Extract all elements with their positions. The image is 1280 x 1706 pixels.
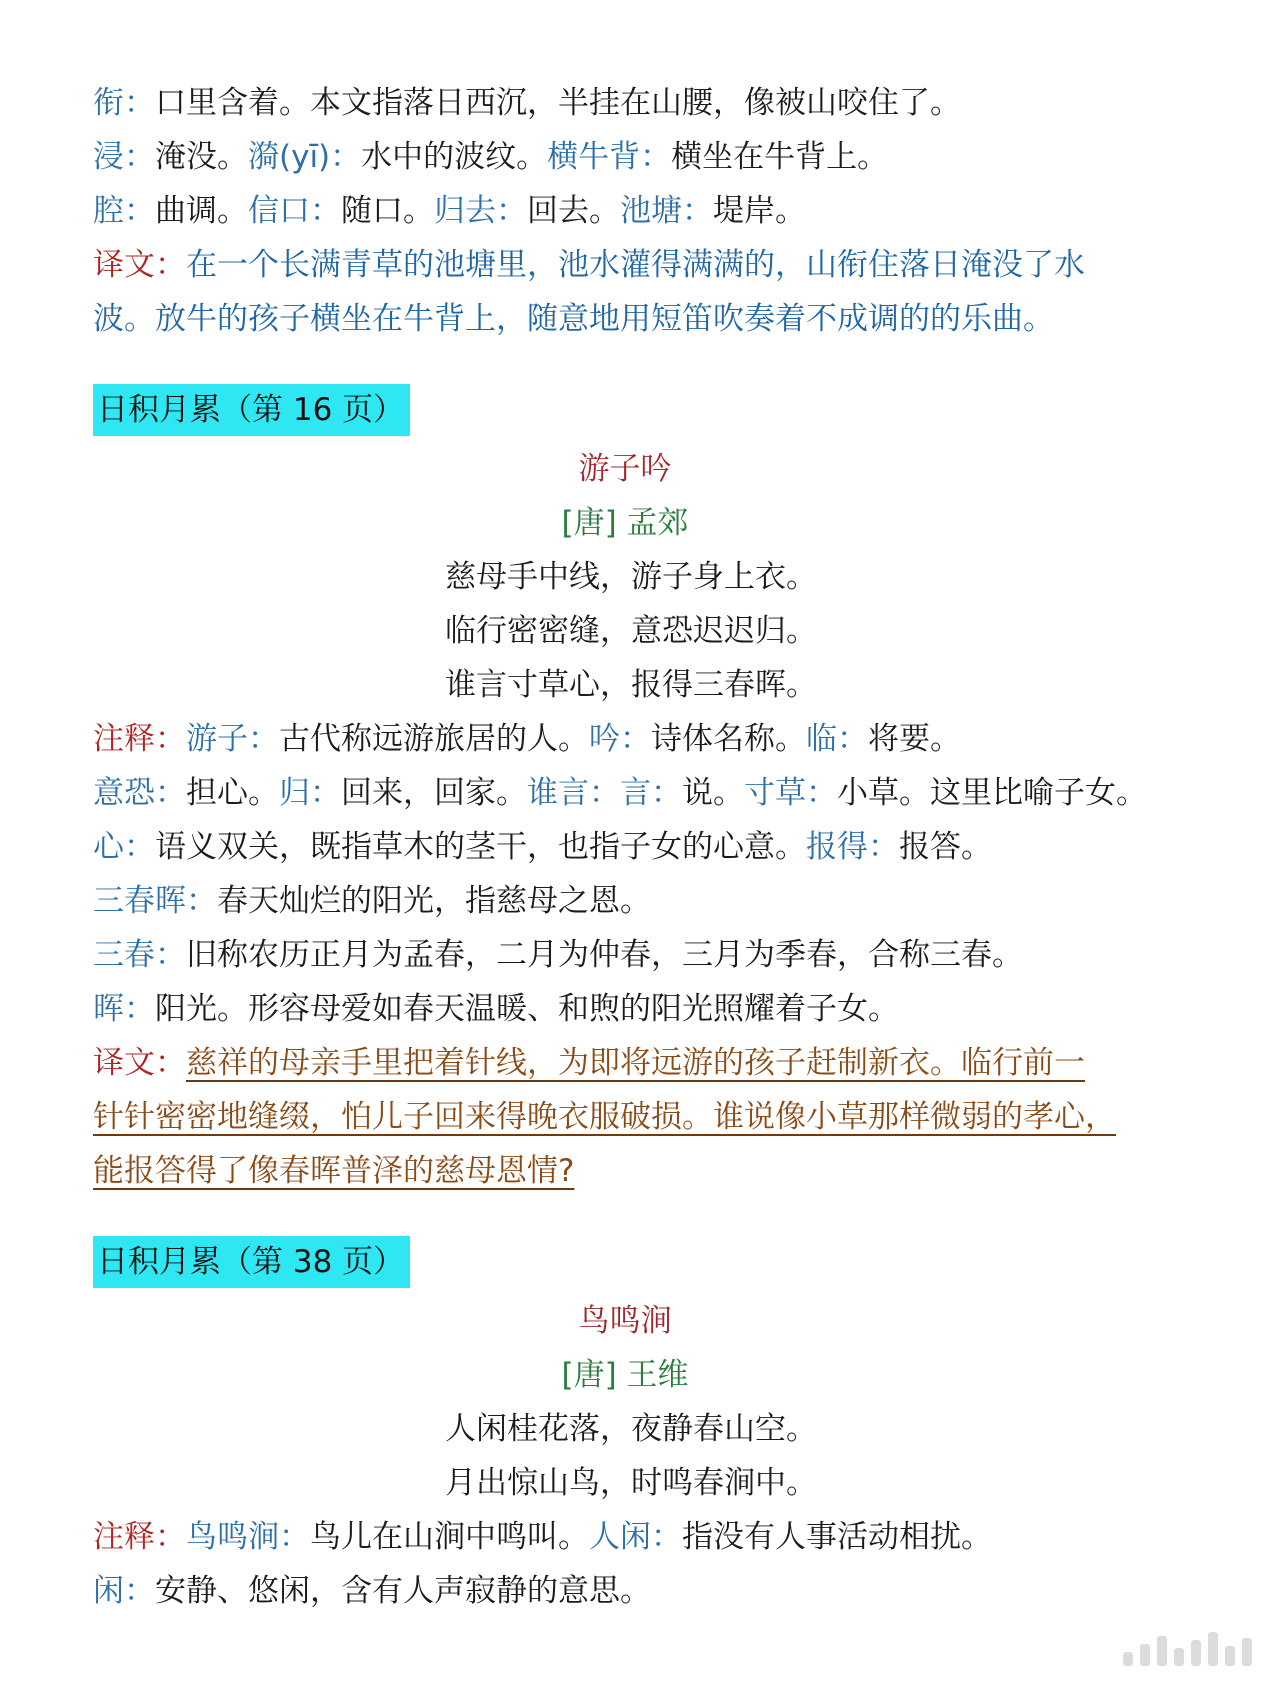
term: 横牛背： xyxy=(547,139,672,175)
definition: 说。 xyxy=(682,775,744,811)
note-line xyxy=(93,712,1213,766)
term: 寸草： xyxy=(744,775,837,811)
translation-line xyxy=(93,1090,1213,1144)
definition: 口里含着。本文指落日西沉，半挂在山腰，像被山咬住了。 xyxy=(155,85,961,121)
section-header: 日积月累（第 16 页） xyxy=(93,384,410,436)
note-line xyxy=(93,820,1213,874)
definition: 担心。 xyxy=(186,775,279,811)
term: 人闲： xyxy=(589,1519,682,1555)
term: 意恐： xyxy=(93,775,186,811)
note-line xyxy=(93,766,1213,820)
term: 晖： xyxy=(93,991,155,1027)
definition: 古代称远游旅居的人。 xyxy=(279,721,589,757)
note-line xyxy=(93,928,1213,982)
definition: 曲调。 xyxy=(155,193,248,229)
term: 心： xyxy=(93,829,155,865)
term: 信口： xyxy=(248,193,341,229)
poem-author: [唐] 孟郊 xyxy=(561,505,689,541)
section-header: 日积月累（第 38 页） xyxy=(93,1236,410,1288)
translation-label: 译文： xyxy=(93,1045,186,1081)
term: 鸟鸣涧： xyxy=(186,1519,310,1555)
term: 三春晖： xyxy=(93,883,217,919)
definition: 诗体名称。 xyxy=(651,721,806,757)
poem-line: 临行密密缝，意恐迟迟归。 xyxy=(445,613,817,649)
term: 吟： xyxy=(589,721,651,757)
definition: 春天灿烂的阳光，指慈母之恩。 xyxy=(217,883,651,919)
translation-text: 波。放牛的孩子横坐在牛背上，随意地用短笛吹奏着不成调的的乐曲。 xyxy=(93,301,1054,337)
translation-line xyxy=(93,1144,1213,1198)
definition: 阳光。形容母爱如春天温暖、和煦的阳光照耀着子女。 xyxy=(155,991,899,1027)
definition: 堤岸。 xyxy=(713,193,806,229)
term: 漪(yī)： xyxy=(248,139,362,175)
definition: 语义双关，既指草木的茎干，也指子女的心意。 xyxy=(155,829,806,865)
definition: 水中的波纹。 xyxy=(361,139,548,175)
definition: 小草。这里比喻子女。 xyxy=(837,775,1147,811)
term: 腔： xyxy=(93,193,155,229)
term: 浸： xyxy=(93,139,155,175)
definition: 鸟儿在山涧中鸣叫。 xyxy=(310,1519,589,1555)
definition: 安静、悠闲，含有人声寂静的意思。 xyxy=(155,1573,651,1609)
term: 池塘： xyxy=(620,193,713,229)
poem-line: 月出惊山鸟，时鸣春涧中。 xyxy=(445,1465,817,1501)
translation-text: 针针密密地缝缀，怕儿子回来得晚衣服破损。谁说像小草那样微弱的孝心， xyxy=(93,1099,1116,1135)
term: 谁言： xyxy=(527,775,620,811)
translation-text: 慈祥的母亲手里把着针线，为即将远游的孩子赶制新衣。临行前一 xyxy=(186,1045,1085,1081)
poem-author: [唐] 王维 xyxy=(561,1357,689,1393)
definition: 淹没。 xyxy=(155,139,248,175)
definition: 旧称农历正月为孟春，二月为仲春，三月为季春，合称三春。 xyxy=(186,937,1023,973)
watermark-logo xyxy=(1123,1632,1252,1666)
note-line xyxy=(93,982,1213,1036)
note-line xyxy=(93,1564,1213,1618)
term: 闲： xyxy=(93,1573,155,1609)
translation-label: 译文： xyxy=(93,247,186,283)
term: 衔： xyxy=(93,85,155,121)
definition: 报答。 xyxy=(899,829,992,865)
poem-line: 人闲桂花落，夜静春山空。 xyxy=(445,1411,817,1447)
note-line xyxy=(93,130,1213,184)
definition: 回来，回家。 xyxy=(341,775,527,811)
document-page xyxy=(93,76,1213,1618)
poem-title: 鸟鸣涧 xyxy=(578,1303,672,1339)
term: 言： xyxy=(620,775,682,811)
translation-line xyxy=(93,292,1213,346)
translation-text: 能报答得了像春晖普泽的慈母恩情? xyxy=(93,1153,575,1189)
term: 三春： xyxy=(93,937,186,973)
poem-line: 慈母手中线，游子身上衣。 xyxy=(445,559,817,595)
notes-label: 注释： xyxy=(93,1519,186,1555)
definition: 指没有人事活动相扰。 xyxy=(682,1519,992,1555)
translation-line xyxy=(93,238,1213,292)
definition: 横坐在牛背上。 xyxy=(671,139,889,175)
note-line xyxy=(93,1510,1213,1564)
note-line xyxy=(93,76,1213,130)
definition: 回去。 xyxy=(527,193,620,229)
translation-text: 在一个长满青草的池塘里，池水灌得满满的，山衔住落日淹没了水 xyxy=(186,247,1085,283)
poem-line: 谁言寸草心，报得三春晖。 xyxy=(445,667,817,703)
poem-title: 游子吟 xyxy=(578,451,672,487)
definition: 随口。 xyxy=(341,193,434,229)
term: 归去： xyxy=(434,193,527,229)
translation-line xyxy=(93,1036,1213,1090)
section-header-wrap xyxy=(93,384,1213,436)
note-line xyxy=(93,874,1213,928)
definition: 将要。 xyxy=(868,721,961,757)
section-header-wrap xyxy=(93,1236,1213,1288)
term: 报得： xyxy=(806,829,899,865)
note-line xyxy=(93,184,1213,238)
notes-label: 注释： xyxy=(93,721,186,757)
term: 游子： xyxy=(186,721,279,757)
term: 归： xyxy=(279,775,341,811)
term: 临： xyxy=(806,721,868,757)
